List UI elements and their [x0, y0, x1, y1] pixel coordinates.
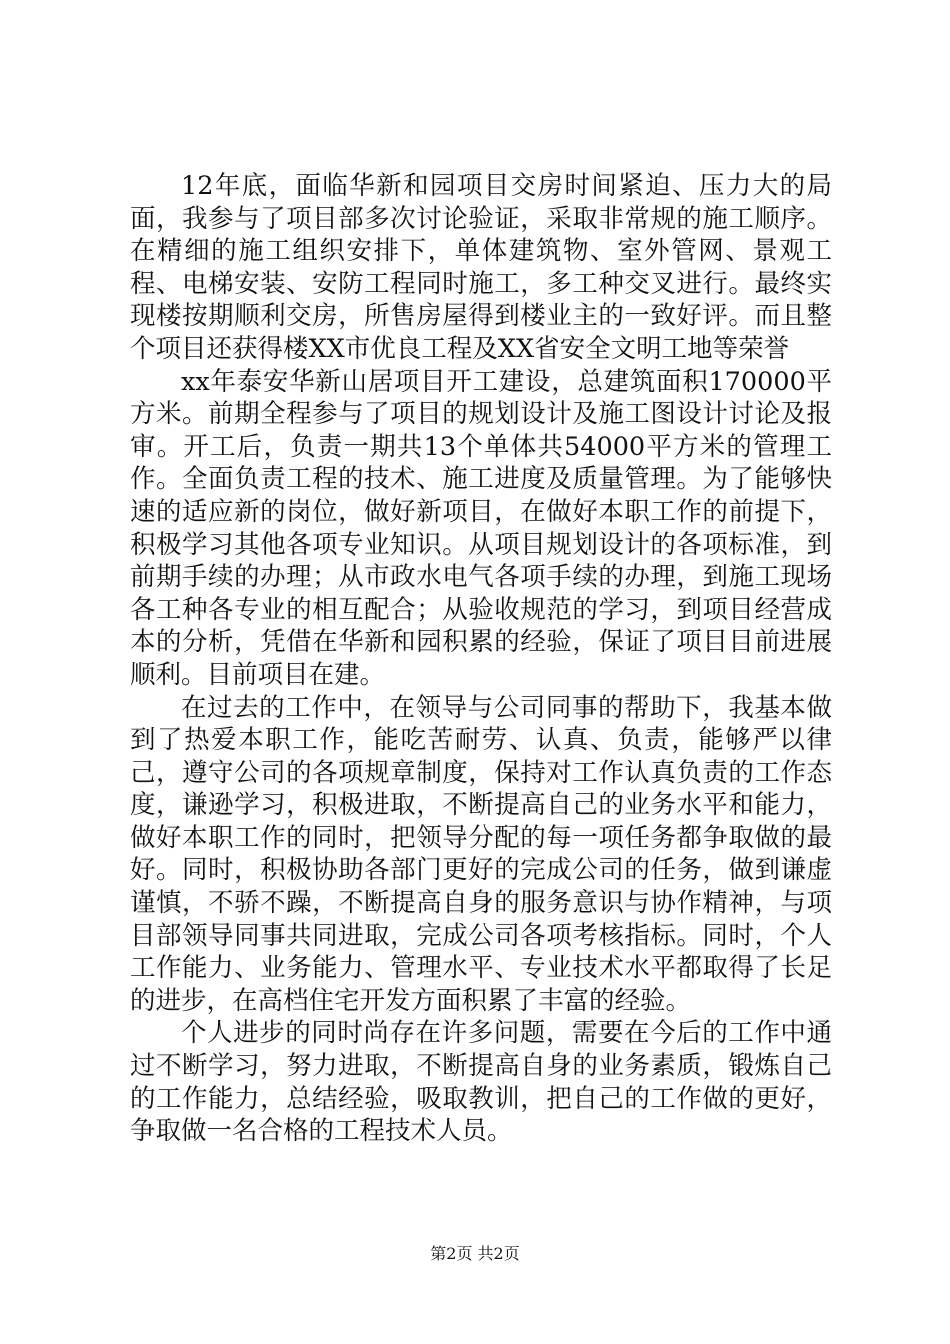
paragraph-4: 个人进步的同时尚存在许多问题，需要在今后的工作中通过不断学习，努力进取，不断提高自身的业务素质，锻炼自己的工作能力，总结经验，吸取教训，把自己的工作做的更好，争取做一名合格的工程技术人员。: [130, 1018, 832, 1147]
paragraph-2: xx年泰安华新山居项目开工建设，总建筑面积170000平方米。前期全程参与了项目的规划设计及施工图设计讨论及报审。开工后，负责一期共13个单体共54000平方米的管理工作。全面负责工程的技术、施工进度及质量管理。为了能够快速的适应新的岗位，做好新项目，在做好本职工作的前提下，积极学习其他各项专业知识。从项目规划设计的各项标准，到前期手续的办理；从市政水电气各项手续的办理，到施工现场各工种各专业的相互配合；从验收规范的学习，到项目经营成本的分析，凭借在华新和园积累的经验，保证了项目目前进展顺利。目前项目在建。: [130, 366, 832, 690]
paragraph-3: 在过去的工作中，在领导与公司同事的帮助下，我基本做到了热爱本职工作，能吃苦耐劳、认真、负责，能够严以律己，遵守公司的各项规章制度，保持对工作认真负责的工作态度，谦逊学习，积极进取，不断提高自己的业务水平和能力，做好本职工作的同时，把领导分配的每一项任务都争取做的最好。同时，积极协助各部门更好的完成公司的任务，做到谦虚谨慎，不骄不躁，不断提高自身的服务意识与协作精神，与项目部领导同事共同进取，完成公司各项考核指标。同时，个人工作能力、业务能力、管理水平、专业技术水平都取得了长足的进步，在高档住宅开发方面积累了丰富的经验。: [130, 692, 832, 1016]
paragraph-1: 12年底，面临华新和园项目交房时间紧迫、压力大的局面，我参与了项目部多次讨论验证，采取非常规的施工顺序。在精细的施工组织安排下，单体建筑物、室外管网、景观工程、电梯安装、安防工程同时施工，多工种交叉进行。最终实现楼按期顺利交房，所售房屋得到楼业主的一致好评。而且整个项目还获得楼XX市优良工程及XX省安全文明工地等荣誉: [130, 171, 832, 364]
document-body: [130, 170, 832, 1148]
page-footer: 第2页 共2页: [430, 1244, 520, 1263]
